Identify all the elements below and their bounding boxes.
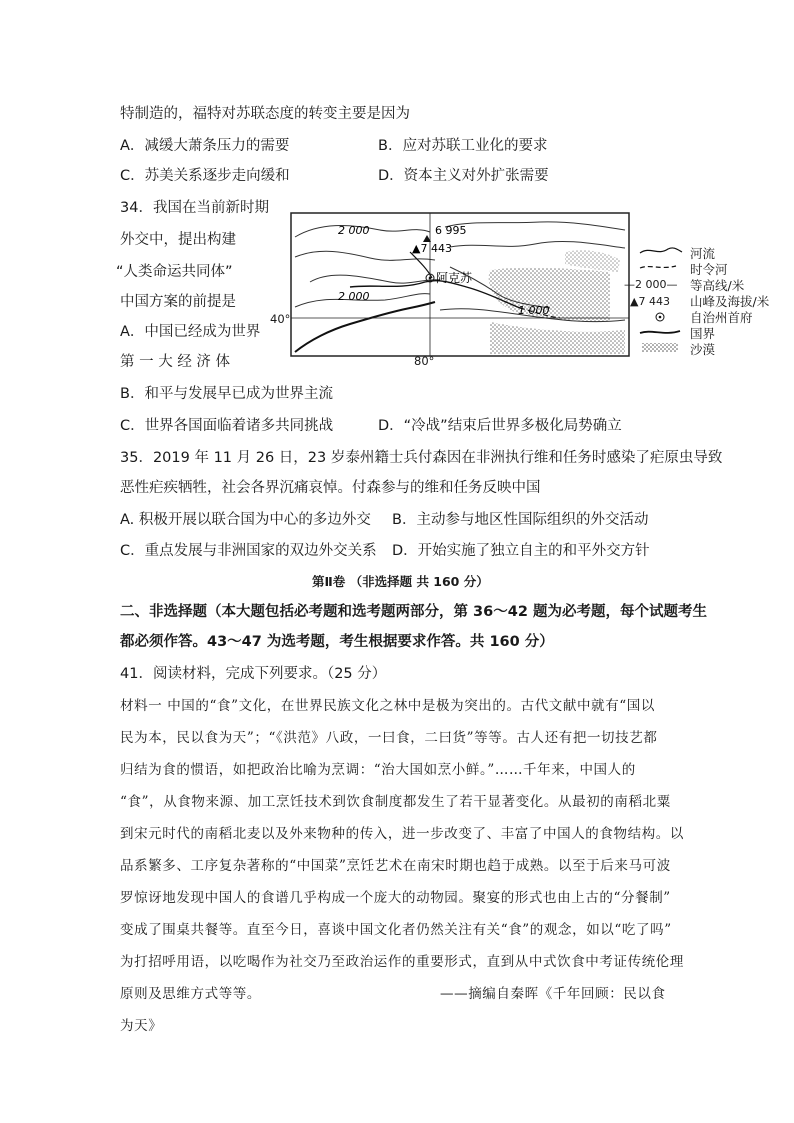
longitude-label: 80° [414,354,435,368]
q34-option-d: D．“冷战”结束后世界多极化局势确立 [378,418,622,434]
material-line: 为打招呼用语，以吃喝作为社交乃至政治运作的重要形式，直到从中式饮食中考证传统伦理 [120,954,684,970]
material-source-cont: 为天》 [120,1018,163,1034]
q34-stem-line: 中国方案的前提是 [120,294,236,310]
legend-peak-sym: ▲7 443 [630,295,670,308]
material-source: ——摘编自秦晖《千年回顾：民以食 [440,986,666,1002]
q34-stem-line: 外交中，提出构建 [120,232,236,248]
contour-label: 2 000 [338,224,370,237]
river-icon [640,248,682,253]
q33-option-d: D．资本主义对外扩张需要 [378,168,549,184]
q33-option-c: C．苏美关系逐步走向缓和 [120,168,290,184]
q35-option-b: B．主动参与地区性国际组织的外交活动 [392,512,649,528]
city-label: 阿克苏 [436,271,473,285]
legend-seasonal-river: 时令河 [690,262,728,277]
q34-option-b: B．和平与发展早已成为世界主流 [120,386,333,402]
q35-option-a: A. 积极开展以联合国为中心的多边外交 [120,512,371,528]
material-line: 变成了围桌共餐等。直至今日，喜谈中国文化者仍然关注有关“食”的观念，如以“吃了吗” [120,922,672,938]
material-line: “食”，从食物来源、加工烹饪技术到饮食制度都发生了若干显著变化。从最初的南稻北粟 [120,794,671,810]
material-last-line: 原则及思维方式等等。 [120,986,261,1002]
material-line: 民为本，民以食为天”；“《洪范》八政，一曰食，二曰货”等等。古人还有把一切技艺都 [120,730,658,746]
q34-option-a: A．中国已经成为世界 [120,324,261,340]
material-line: 归结为食的惯语，如把政治比喻为烹调：“治大国如烹小鲜。”……千年来，中国人的 [120,762,636,778]
q35-option-c: C．重点发展与非洲国家的双边外交关系 [120,543,377,559]
q34-stem-line: 34．我国在当前新时期 [120,200,269,216]
q41-title: 41．阅读材料，完成下列要求。（25 分） [120,666,387,682]
section-intro-line: 二、非选择题（本大题包括必考题和选考题两部分，第 36～42 题为必考题，每个试题考生 [120,604,707,620]
q35-stem-line: 恶性疟疾牺牲，社会各界沉痛哀悼。付森参与的维和任务反映中国 [120,480,541,496]
material-line: 材料一 中国的“食”文化，在世界民族文化之林中是极为突出的。古代文献中就有“国以 [120,698,655,714]
legend-contour-sym: —2 000— [624,278,678,291]
q33-stem: 特制造的，福特对苏联态度的转变主要是因为 [120,106,410,122]
desert-icon [642,343,678,352]
legend-desert: 沙漠 [690,342,716,357]
contour-label: 2 000 [338,290,370,303]
legend-river: 河流 [690,246,716,261]
section-intro-line: 都必须作答。43～47 为选考题，考生根据要求作答。共 160 分） [120,634,554,650]
material-line: 罗惊讶地发现中国人的食谱几乎构成一个庞大的动物园。聚宴的形式也由上古的“分餐制” [120,890,671,906]
q34-stem-line: “人类命运共同体” [116,264,233,280]
section-header: 第Ⅱ卷 （非选择题 共 160 分） [312,574,489,589]
seasonal-river-icon [640,266,676,268]
q33-option-b: B．应对苏联工业化的要求 [378,138,548,154]
material-line: 品系繁多、工序复杂著称的“中国菜”烹饪艺术在南宋时期也趋于成熟。以至于后来马可波 [120,858,671,874]
peak-label: ▲7 443 [412,242,452,255]
legend-capital: 自治州首府 [690,310,753,325]
q34-option-a-cont: 第 一 大 经 济 体 [120,354,231,370]
legend-peak: 山峰及海拔/米 [690,294,770,309]
latitude-label: 40° [270,312,291,326]
q35-stem-line: 35．2019 年 11 月 26 日，23 岁泰州籍士兵付森因在非洲执行维和任务时感染了疟原虫导致 [120,450,723,466]
peak-label: 6 995 [435,224,467,237]
q35-option-d: D．开始实施了独立自主的和平外交方针 [392,543,650,559]
legend-border: 国界 [690,326,716,341]
legend-contour: 等高线/米 [690,278,745,293]
border-icon [640,331,680,333]
contour-label: 1 000 [518,304,550,317]
q34-option-c: C．世界各国面临着诸多共同挑战 [120,418,334,434]
xinjiang-map [290,212,630,362]
q33-option-a: A．减缓大萧条压力的需要 [120,138,290,154]
material-line: 到宋元时代的南稻北麦以及外来物种的传入，进一步改变了、丰富了中国人的食物结构。以 [120,826,684,842]
